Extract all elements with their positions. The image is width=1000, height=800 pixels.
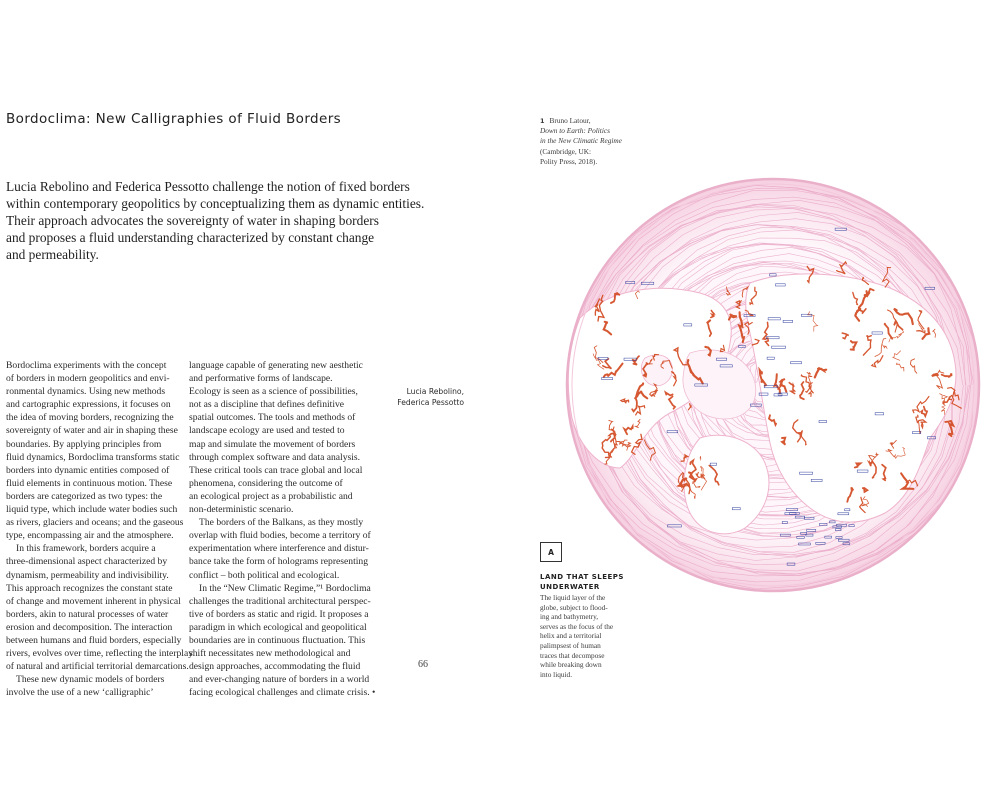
body-line: rivers, evolves over time, reflecting the interplay — [6, 648, 194, 660]
body-line: and ever-changing nature of borders in a world — [189, 674, 370, 686]
figure-marker: A — [540, 542, 562, 562]
body-column-left — [6, 359, 194, 699]
footnote-publisher: Polity Press, 2018). — [540, 156, 598, 166]
footnote-author: Bruno Latour, — [549, 116, 591, 125]
body-line: language capable of generating new aesthetic — [189, 360, 363, 371]
body-line: of borders in modern geopolitics and envi- — [6, 373, 170, 385]
article-title: Bordoclima: New Calligraphies of Fluid Borders — [6, 111, 342, 127]
body-line: as rivers, glaciers and oceans; and the gaseous — [6, 517, 184, 529]
landmass-island — [641, 355, 672, 386]
footnote — [540, 116, 650, 167]
body-line: overlap with fluid bodies, become a territory of — [189, 530, 371, 542]
footnote-book-title: in the New Climatic Regime — [540, 136, 622, 146]
body-line: ronmental dynamics. Using new methods — [6, 386, 166, 398]
body-line: conflict – both political and ecological. — [189, 569, 340, 581]
body-line: experimentation where interference and distur- — [189, 543, 369, 555]
body-line: not as a discipline that defines definitive — [189, 399, 345, 411]
globe-map-illustration — [550, 168, 990, 608]
body-line: dynamism, permeability and indivisibility. — [6, 569, 169, 581]
caption-line: ing and bathymetry, — [540, 612, 599, 622]
body-line: type, encompassing air and the atmosphere. — [6, 530, 174, 542]
footnote-publisher: (Cambridge, UK: — [540, 146, 592, 156]
caption-line: traces that decompose — [540, 650, 605, 660]
lede-line: Their approach advocates the sovereignty of water in shaping borders — [6, 213, 379, 228]
body-line: of natural and artificial territorial demarcations. — [6, 661, 189, 673]
body-line: shift necessitates new methodological and — [189, 648, 351, 660]
article-lede — [6, 178, 425, 263]
body-line: boundaries are in continuous fluctuation. This — [189, 634, 366, 646]
body-line: bance take the form of holograms representing — [189, 556, 369, 568]
body-line: borders, akin to natural processes of water — [6, 608, 169, 620]
body-line: involve the use of a new ‘calligraphic’ — [6, 687, 154, 699]
river-trace — [782, 438, 785, 445]
figure-caption — [540, 593, 630, 679]
body-line: phenomena, considering the outcome of — [189, 477, 343, 489]
body-line: through complex software and data analysis. — [189, 451, 361, 463]
lede-line: and proposes a fluid understanding characterized by constant change — [6, 230, 375, 245]
caption-line: palimpsest of human — [540, 640, 601, 650]
body-line: facing ecological challenges and climate crisis. • — [189, 687, 376, 699]
body-line: map and simulate the movement of borders — [189, 438, 356, 450]
author-line: Federica Pessotto — [397, 398, 464, 407]
lede-line: and permeability. — [6, 247, 99, 262]
body-line: boundaries. By applying principles from — [6, 438, 162, 450]
lede-line: Lucia Rebolino and Federica Pessotto challenge the notion of fixed borders — [6, 179, 410, 194]
figure-caption-title — [540, 573, 630, 592]
body-line: non-deterministic scenario. — [189, 504, 294, 516]
body-line: fluid dynamics, Bordoclima transforms static — [6, 451, 180, 463]
body-line: sovereignty of water and air in shaping these — [6, 425, 178, 437]
caption-line: helix and a territorial — [540, 631, 602, 641]
body-column-right — [189, 359, 376, 699]
body-line: liquid type, which include water bodies such — [6, 504, 178, 516]
body-line: borders are categorized as two types: the — [6, 490, 163, 502]
lede-line: within contemporary geopolitics by conceptualizing them as dynamic entities. — [6, 196, 425, 211]
body-line: tive of borders as static and rigid. It proposes a — [189, 608, 369, 620]
page-number: 66 — [418, 659, 428, 670]
body-line: In the “New Climatic Regime,”¹ Bordoclima — [199, 582, 371, 594]
body-line: an ecological project as a probabilistic and — [189, 490, 353, 502]
body-line: three-dimensional aspect characterized by — [6, 556, 168, 568]
body-line: paradigm in which ecological and geopolitical — [189, 621, 367, 633]
body-line: This approach recognizes the constant state — [6, 582, 173, 594]
body-line: and performative forms of landscape. — [189, 373, 333, 385]
body-line: design approaches, accommodating the fluid — [189, 661, 361, 673]
footnote-book-title: Down to Earth: Politics — [540, 126, 610, 136]
body-line: landscape ecology are used and tested to — [189, 425, 345, 437]
body-line: Bordoclima experiments with the concept — [6, 360, 167, 371]
body-line: challenges the traditional architectural perspec- — [189, 595, 371, 607]
body-line: Ecology is seen as a science of possibilities, — [189, 386, 358, 398]
body-line: In this framework, borders acquire a — [16, 543, 156, 555]
caption-line: into liquid. — [540, 669, 573, 679]
caption-line: while breaking down — [540, 660, 602, 670]
footnote-number: 1 — [540, 117, 545, 125]
author-line: Lucia Rebolino, — [406, 387, 464, 396]
body-line: of change and movement inherent in physical — [6, 595, 181, 607]
caption-title-line: LAND THAT SLEEPS — [540, 573, 624, 581]
body-line: These new dynamic models of borders — [16, 674, 165, 686]
body-line: The borders of the Balkans, as they mostly — [199, 517, 364, 529]
caption-line: globe, subject to flood- — [540, 602, 608, 612]
body-line: the idea of moving borders, recognizing the — [6, 412, 174, 424]
author-credit — [360, 386, 464, 408]
body-line: fluid elements in continuous motion. These — [6, 477, 173, 489]
body-line: These critical tools can trace global and local — [189, 464, 363, 476]
body-line: erosion and decomposition. The interaction — [6, 621, 173, 633]
caption-line: serves as the focus of the — [540, 621, 614, 631]
body-line: spatial outcomes. The tools and methods of — [189, 412, 356, 424]
body-line: and cartographic expressions, it focuses on — [6, 399, 171, 411]
caption-title-line: UNDERWATER — [540, 582, 600, 591]
body-line: between humans and fluid borders, especially — [6, 634, 182, 646]
caption-line: The liquid layer of the — [540, 593, 606, 602]
body-line: borders into dynamic entities composed of — [6, 464, 170, 476]
